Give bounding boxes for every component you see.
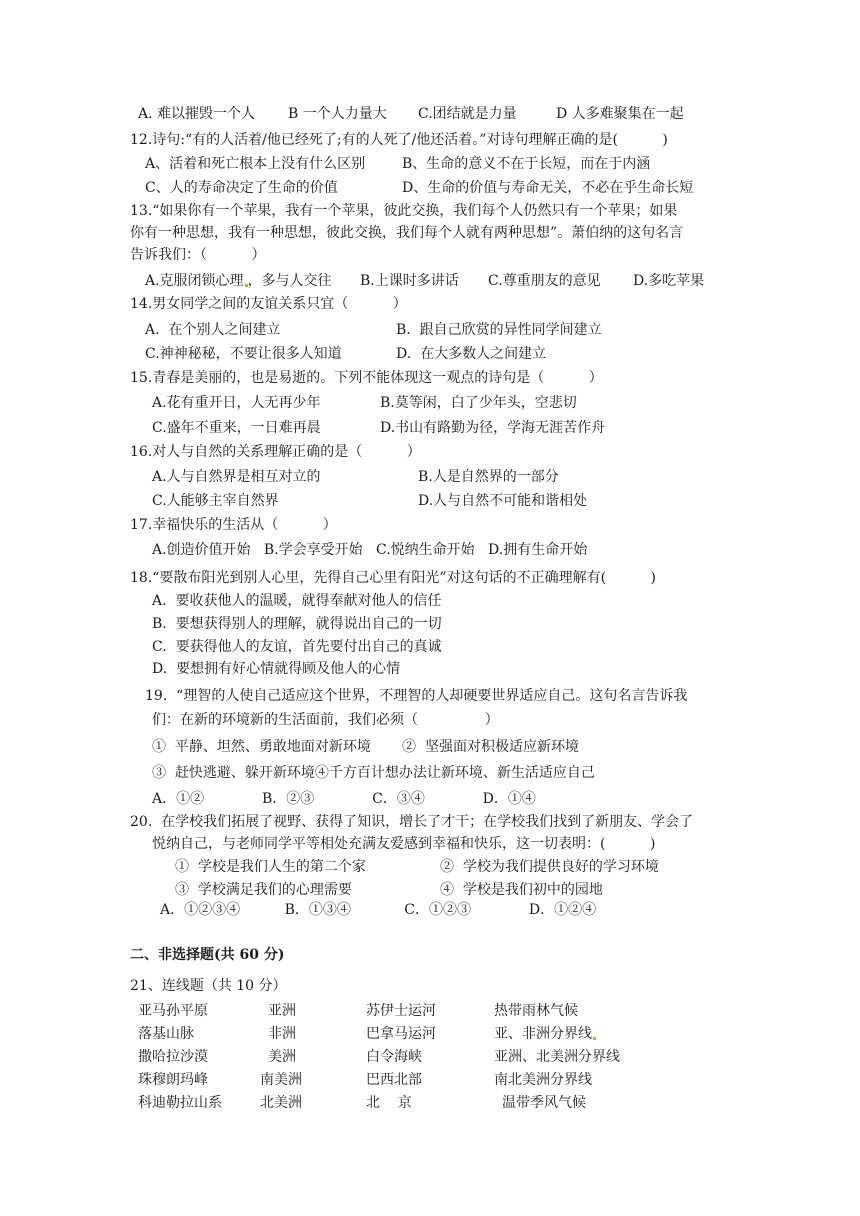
q15-option-a: A.花有重开日，人无再少年 [152,395,321,411]
q12-option-d: D、生命的价值与寿命无关，不必在乎生命长短 [402,180,694,196]
q21-col1-row1: 亚马孙平原 [138,1003,208,1019]
q12-stem: 12.诗句:“有的人活着/他已经死了;有的人死了/他还活着。”对诗句理解正确的是( ) [130,132,668,148]
q21-col1-row3: 撒哈拉沙漠 [138,1049,208,1065]
q13-option-a-part1: A.克服闭锁心理 [145,273,244,289]
q14-stem: 14.男女同学之间的友谊关系只宜（ ） [130,296,407,312]
q14-option-d: D. 在大多数人之间建立 [396,346,547,362]
q21-col2-row1: 亚洲 [268,1003,296,1019]
q19-statements-2: ③ 赶快逃避、躲开新环境④千方百计想办法让新环境、新生活适应自己 [152,765,595,781]
q18-option-b: B. 要想获得别人的理解，就得说出自己的一切 [152,616,442,632]
q18-option-d: D. 要想拥有好心情就得顾及他人的心情 [152,661,401,677]
q21-col4-row3: 亚洲、北美洲分界线 [494,1049,620,1065]
q13-option-c: C.尊重朋友的意见 [488,273,601,289]
q13-option-b: B.上课时多讲话 [360,273,459,289]
section-title: 二、非选择题(共 60 分) [130,947,285,963]
q20-stem-line2: 悦纳自己，与老师同学平等相处充满友爱感到幸福和快乐，这一切表明：( ) [152,836,656,852]
q18-option-a: A. 要收获他人的温暖，就得奉献对他人的信任 [152,593,442,609]
q21-col4-row4: 南北美洲分界线 [494,1072,592,1088]
q11-option-d: D 人多难聚集在一起 [556,106,684,122]
q21-col3-row1: 苏伊士运河 [366,1003,436,1019]
q15-option-d: D.书山有路勤为径，学海无涯苦作舟 [380,420,606,436]
q21-col2-row3: 美洲 [268,1049,296,1065]
q12-option-c: C、人的寿命决定了生命的价值 [145,180,338,196]
q14-option-a: A. 在个别人之间建立 [145,322,281,338]
q19-stem-line2: 们：在新的环境新的生活面前，我们必须（ ） [152,712,499,728]
q12-option-a: A、活着和死亡根本上没有什么区别 [145,156,366,172]
q16-option-c: C.人能够主宰自然界 [152,493,279,509]
q13-option-d: D.多吃苹果 [633,273,705,289]
q17-options: A.创造价值开始 B.学会享受开始 C.悦纳生命开始 D.拥有生命开始 [152,542,588,558]
q19-stem-line1: 19. “理智的人使自己适应这个世界，不理智的人却硬要世界适应自己。这句名言告诉我 [145,688,688,704]
q21-col4-row2-text: 亚、非洲分界线 [494,1026,592,1042]
q20-statement-3: ③ 学校满足我们的心理需要 [175,882,352,898]
q20-statement-4: ④ 学校是我们初中的园地 [440,882,603,898]
q11-option-b: B 一个人力量大 [288,106,387,122]
highlight-mark [593,1037,596,1040]
q20-statement-2: ② 学校为我们提供良好的学习环境 [440,859,659,875]
q21-col2-row4: 南美洲 [260,1072,302,1088]
q20-statement-1: ① 学校是我们人生的第二个家 [175,859,366,875]
q16-option-b: B.人是自然界的一部分 [418,469,559,485]
q13-stem-line3: 告诉我们：（ ） [130,247,266,263]
q16-option-d: D.人与自然不可能和谐相处 [418,493,588,509]
q20-stem-line1: 20. 在学校我们拓展了视野、获得了知识，增长了才干；在学校我们找到了新朋友、学会了 [130,814,694,830]
q21-col1-row5: 科迪勒拉山系 [138,1095,222,1111]
q21-col4-row5: 温带季风气候 [502,1095,586,1111]
q21-col3-row2: 巴拿马运河 [366,1026,436,1042]
q11-option-a: A. 难以摧毁一个人 [138,106,256,122]
q13-option-a [145,271,332,291]
q11-option-c: C.团结就是力量 [418,106,517,122]
q12-option-b: B、生命的意义不在于长短，而在于内涵 [402,156,651,172]
q21-col3-row3: 白令海峡 [366,1049,422,1065]
q14-option-c: C.神神秘秘，不要让很多人知道 [145,346,342,362]
q15-option-c: C.盛年不重来，一日难再晨 [152,420,321,436]
q21-col4-row2 [494,1024,596,1044]
q21-col1-row4: 珠穆朗玛峰 [138,1072,208,1088]
q21-col2-row2: 非洲 [268,1026,296,1042]
q21-col4-row1: 热带雨林气候 [494,1003,578,1019]
q13-stem-line2: 你有一种思想，我有一种思想，彼此交换，我们每个人就有两种思想”。萧伯纳的这句名言 [130,225,684,241]
q13-stem-line1: 13.“如果你有一个苹果，我有一个苹果，彼此交换，我们每个人仍然只有一个苹果；如果 [130,203,678,219]
q19-options: A．①② B．②③ C．③④ D．①④ [152,791,536,807]
q15-stem: 15.青春是美丽的，也是易逝的。下列不能体现这一观点的诗句是（ ） [130,370,603,386]
q21-col1-row2: 落基山脉 [138,1026,194,1042]
q16-option-a: A.人与自然界是相互对立的 [152,469,321,485]
q13-option-a-part2: ，多与人交往 [247,273,332,289]
q18-stem: 18.“要散布阳光到别人心里，先得自己心里有阳光”对这句话的不正确理解有( ) [130,570,657,586]
q21-col2-row5: 北美洲 [260,1095,302,1111]
q19-statements-1: ① 平静、坦然、勇敢地面对新环境 ② 坚强面对积极适应新环境 [152,739,579,755]
q18-option-c: C. 要获得他人的友谊，首先要付出自己的真诚 [152,639,442,655]
q21-col3-row4: 巴西北部 [366,1072,422,1088]
q21-stem: 21、连线题（共 10 分） [130,978,287,994]
q17-stem: 17.幸福快乐的生活从（ ） [130,517,337,533]
q15-option-b: B.莫等闲，白了少年头，空悲切 [380,395,577,411]
q21-col3-row5: 北 京 [366,1095,412,1111]
q14-option-b: B. 跟自己欣赏的异性同学间建立 [396,322,602,338]
q20-options: A．①②③④ B．①③④ C．①②③ D．①②④ [160,902,597,918]
q16-stem: 16.对人与自然的关系理解正确的是（ ） [130,444,421,460]
